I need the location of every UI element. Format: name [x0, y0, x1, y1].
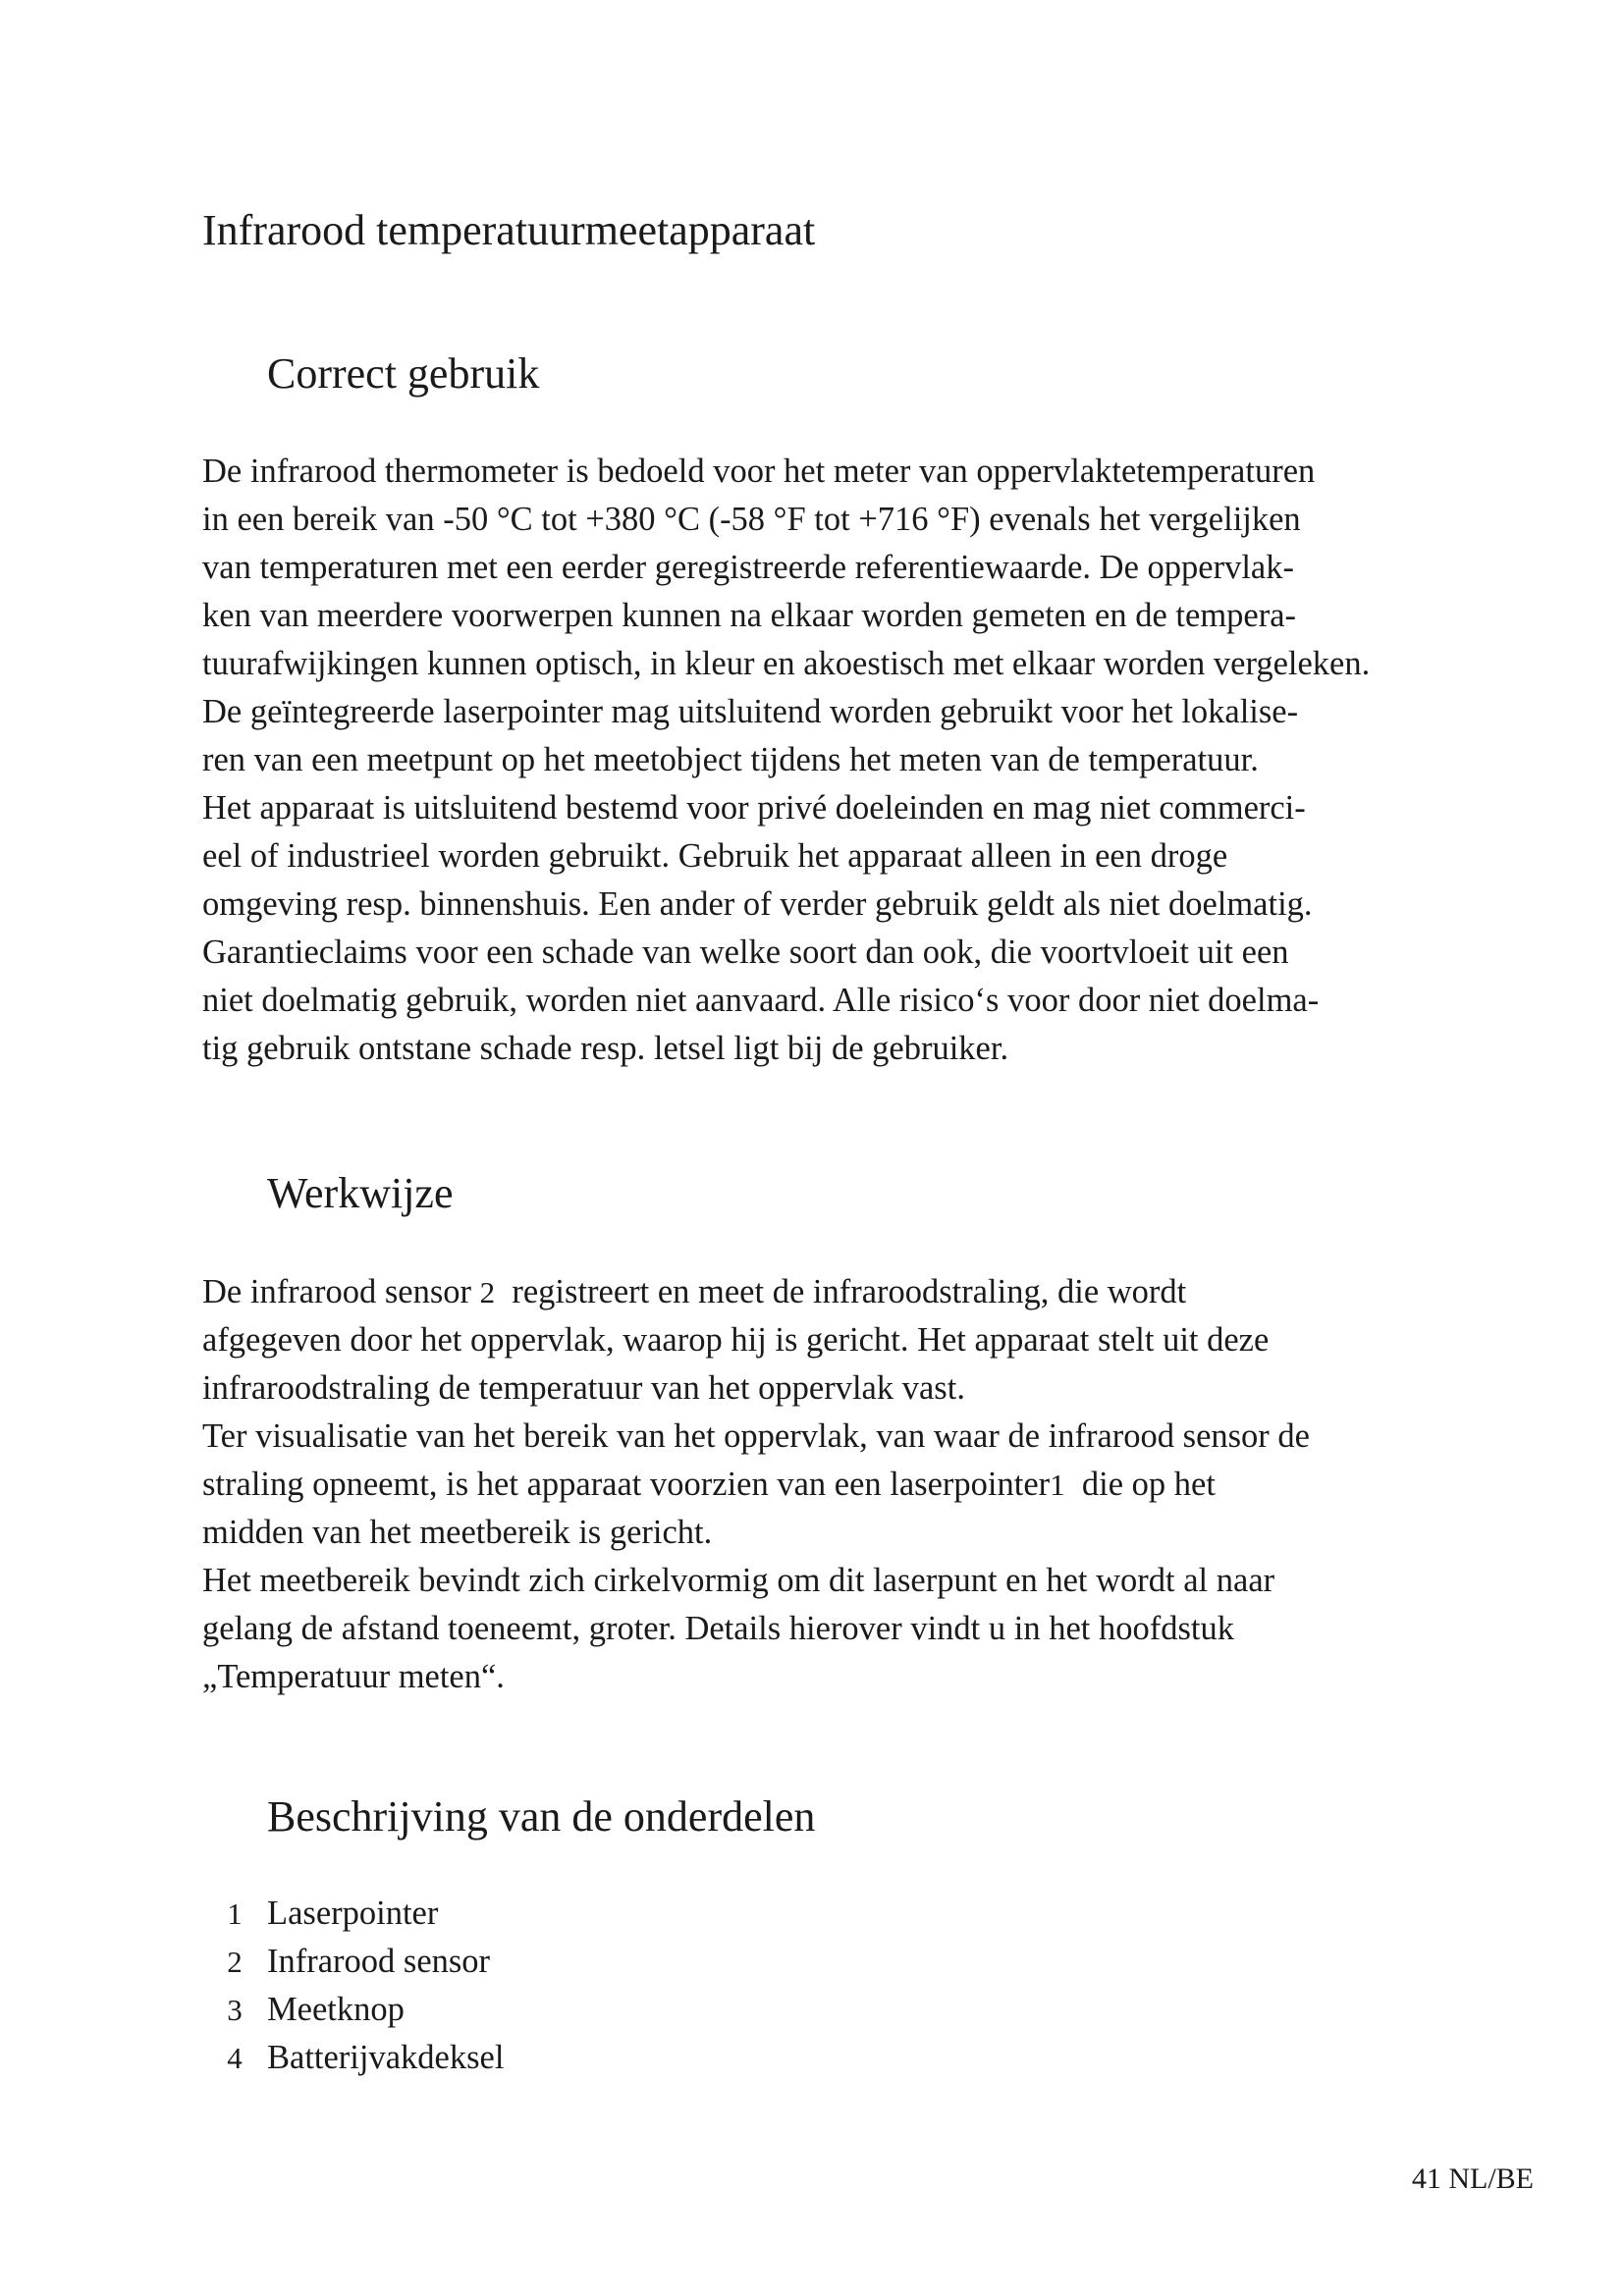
part-number: 2: [227, 1945, 243, 1979]
text-line: „Temperatuur meten“.: [202, 1658, 505, 1695]
document-title: Infrarood temperatuurmeetapparaat: [202, 206, 816, 254]
text-line: Ter visualisatie van het bereik van het oppervlak, van waar de infrarood sensor de: [202, 1417, 1310, 1455]
text-line: ren van een meetpunt op het meetobject tijdens het meten van de temperatuur.: [202, 741, 1259, 778]
text-line: ken van meerdere voorwerpen kunnen na elkaar worden gemeten en de tempera-: [202, 597, 1297, 634]
section-heading-parts: Beschrijving van de onderdelen: [267, 1792, 816, 1841]
text-line: [202, 1268, 1538, 1316]
part-label: Meetknop: [267, 1991, 405, 2028]
text-line: midden van het meetbereik is gericht.: [202, 1514, 713, 1551]
text-line: gelang de afstand toeneemt, groter. Details hierover vindt u in het hoofdstuk: [202, 1610, 1235, 1647]
part-number: 4: [227, 2041, 243, 2075]
text-line: omgeving resp. binnenshuis. Een ander of verder gebruik geldt als niet doelmatig.: [202, 885, 1313, 923]
text-line: Het apparaat is uitsluitend bestemd voor privé doeleinden en mag niet commerci-: [202, 789, 1306, 827]
part-label: Laserpointer: [267, 1895, 439, 1932]
text-line: in een bereik van -50 °C tot +380 °C (-58 °F tot +716 °F) evenals het vergelijken: [202, 501, 1301, 538]
list-item: [202, 1986, 504, 2034]
text-line: infraroodstraling de temperatuur van het oppervlak vast.: [202, 1369, 965, 1407]
part-number: 3: [227, 1993, 243, 2027]
text-line: eel of industrieel worden gebruikt. Gebruik het apparaat alleen in een droge: [202, 837, 1228, 875]
part-label: Batterijvakdeksel: [267, 2039, 505, 2076]
part-number: 1: [227, 1896, 243, 1931]
text-line: [202, 1461, 1538, 1509]
text-fragment: die op het: [1064, 1466, 1216, 1503]
correct-use-paragraph: [202, 448, 1538, 1073]
list-item: [202, 1938, 504, 1986]
text-fragment: registreert en meet de infraroodstraling, die wordt: [495, 1273, 1187, 1310]
text-line: tuurafwijkingen kunnen optisch, in kleur en akoestisch met elkaar worden vergeleken.: [202, 645, 1371, 682]
method-paragraph: [202, 1268, 1538, 1701]
reference-number: 2: [479, 1275, 496, 1309]
list-item: [202, 2034, 504, 2082]
text-line: tig gebruik ontstane schade resp. letsel ligt bij de gebruiker.: [202, 1030, 1009, 1067]
list-item: [202, 1890, 504, 1938]
text-line: niet doelmatig gebruik, worden niet aanvaard. Alle risico‘s voor door niet doelma-: [202, 982, 1320, 1019]
text-line: Het meetbereik bevindt zich cirkelvormig om dit laserpunt en het wordt al naar: [202, 1562, 1275, 1599]
section-heading-method: Werkwijze: [267, 1169, 454, 1217]
text-line: Garantieclaims voor een schade van welke soort dan ook, die voortvloeit uit een: [202, 934, 1289, 971]
part-label: Infrarood sensor: [267, 1943, 491, 1980]
text-line: afgegeven door het oppervlak, waarop hij is gericht. Het apparaat stelt uit deze: [202, 1321, 1270, 1359]
text-line: van temperaturen met een eerder geregistreerde referentiewaarde. De oppervlak-: [202, 549, 1294, 586]
text-fragment: straling opneemt, is het apparaat voorzien van een laserpointer: [202, 1466, 1051, 1503]
page-number: 41 NL/BE: [1411, 2163, 1534, 2195]
section-heading-correct-use: Correct gebruik: [267, 349, 540, 398]
text-line: De geïntegreerde laserpointer mag uitsluitend worden gebruikt voor het lokalise-: [202, 693, 1299, 730]
text-fragment: De infrarood sensor: [202, 1273, 480, 1310]
parts-list: [202, 1890, 504, 2082]
reference-number: 1: [1050, 1468, 1065, 1502]
text-line: De infrarood thermometer is bedoeld voor het meter van oppervlaktetemperaturen: [202, 453, 1316, 490]
